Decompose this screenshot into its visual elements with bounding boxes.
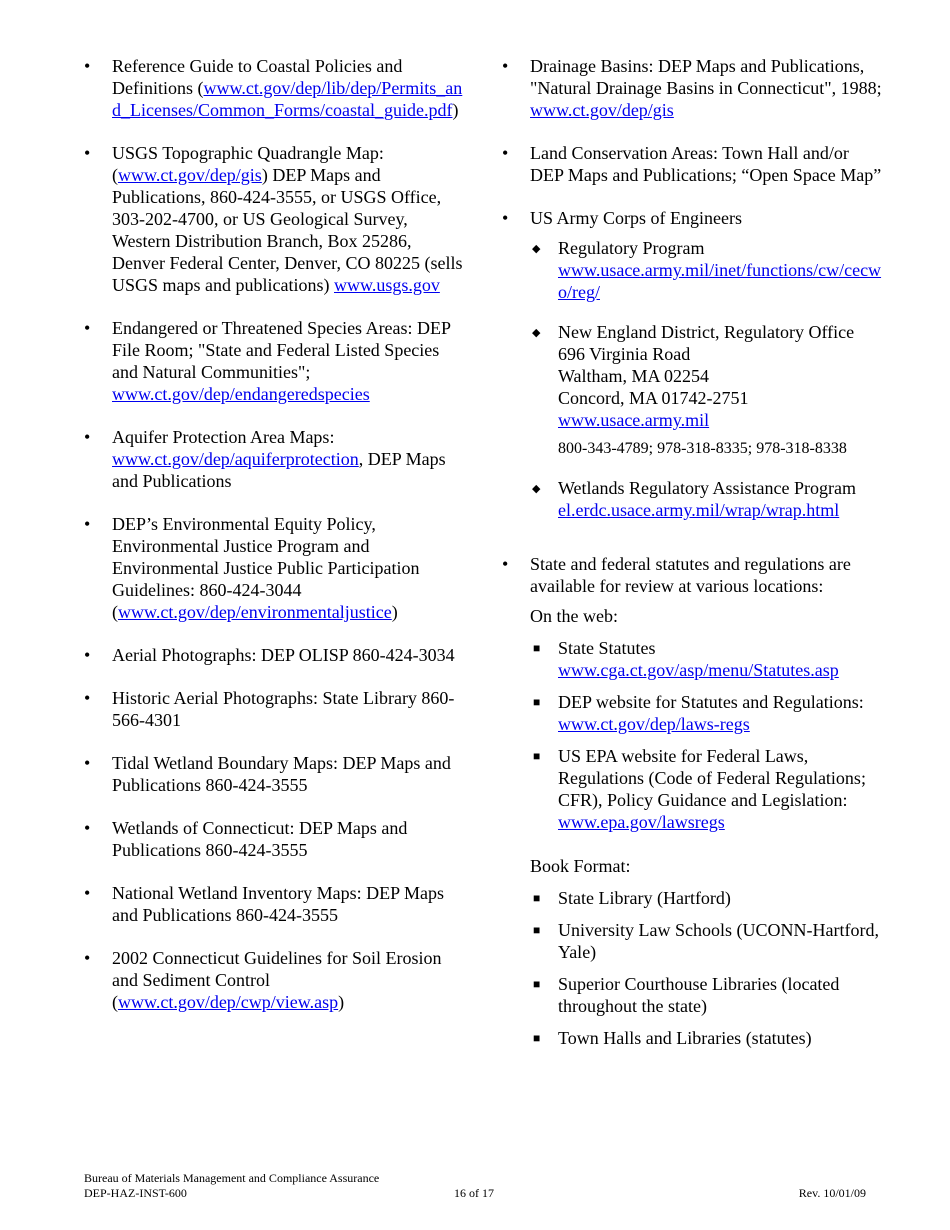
footer-revision: Rev. 10/01/09	[798, 1186, 866, 1200]
soil-erosion-link[interactable]: www.ct.gov/dep/cwp/view.asp	[118, 992, 339, 1012]
bullet-icon: •	[84, 818, 91, 838]
footer-doc-id: DEP-HAZ-INST-600	[84, 1186, 187, 1200]
bullet-icon: •	[84, 318, 91, 338]
epa-laws-link[interactable]: www.epa.gov/lawsregs	[558, 812, 725, 832]
bullet-icon: •	[84, 688, 91, 708]
list-item-national-wetland: • National Wetland Inventory Maps: DEP Maps and Publications 860-424-3555	[84, 883, 444, 925]
usgs-link[interactable]: www.usgs.gov	[334, 275, 440, 295]
square-bullet-icon: ■	[533, 695, 541, 709]
bullet-icon: •	[502, 143, 509, 163]
list-item-aquifer: • Aquifer Protection Area Maps: www.ct.gov/dep/aquiferprotection, DEP Maps and Publications	[84, 427, 446, 491]
list-item-land-conservation: • Land Conservation Areas: Town Hall and/or DEP Maps and Publications; “Open Space Map”	[502, 143, 882, 185]
sub-item-state-library: ■ State Library (Hartford)	[533, 888, 731, 908]
bullet-icon: •	[502, 56, 509, 76]
sub-item-law-schools: ■ University Law Schools (UCONN-Hartford, Yale)	[533, 920, 879, 962]
square-bullet-icon: ■	[533, 977, 541, 991]
list-item-wetlands-ct: • Wetlands of Connecticut: DEP Maps and Publications 860-424-3555	[84, 818, 408, 860]
bullet-icon: •	[84, 883, 91, 903]
sub-item-town-halls: ■ Town Halls and Libraries (statutes)	[533, 1028, 812, 1048]
endangered-species-link[interactable]: www.ct.gov/dep/endangeredspecies	[112, 384, 370, 404]
list-item-aerial-photos: • Aerial Photographs: DEP OLISP 860-424-3034	[84, 645, 455, 665]
list-item-endangered-species: • Endangered or Threatened Species Areas: DEP File Room; "State and Federal Listed Species and Natural Communities"; www.ct.gov/dep/endangeredspecies	[84, 318, 451, 404]
sub-item-regulatory-program: ◆ Regulatory Program www.usace.army.mil/inet/functions/cw/cecwo/reg/	[532, 238, 882, 302]
bullet-icon: •	[84, 143, 91, 163]
bullet-icon: •	[502, 554, 509, 574]
regulatory-program-link[interactable]: www.usace.army.mil/inet/functions/cw/cecwo/reg/	[558, 260, 882, 302]
list-item-coastal-guide: • Reference Guide to Coastal Policies and Definitions (www.ct.gov/dep/lib/dep/Permits_and_Licenses/Common_Forms/coastal_guide.pdf)	[84, 56, 463, 120]
book-resources-list	[530, 887, 882, 1049]
list-item-tidal-wetland: • Tidal Wetland Boundary Maps: DEP Maps and Publications 860-424-3555	[84, 753, 451, 795]
page-footer	[84, 1171, 866, 1201]
diamond-bullet-icon: ◆	[532, 243, 541, 255]
list-item-drainage-basins: • Drainage Basins: DEP Maps and Publications, "Natural Drainage Basins in Connecticut", 1988; www.ct.gov/dep/gis	[502, 56, 882, 120]
bullet-icon: •	[84, 56, 91, 76]
web-label: On the web:	[530, 606, 618, 626]
bullet-icon: •	[84, 948, 91, 968]
coastal-guide-link[interactable]: www.ct.gov/dep/lib/dep/Permits_and_Licenses/Common_Forms/coastal_guide.pdf	[112, 78, 463, 120]
aquifer-link[interactable]: www.ct.gov/dep/aquiferprotection	[112, 449, 359, 469]
usace-link[interactable]: www.usace.army.mil	[558, 410, 710, 430]
square-bullet-icon: ■	[533, 1031, 541, 1045]
drainage-gis-link[interactable]: www.ct.gov/dep/gis	[530, 100, 674, 120]
bullet-icon: •	[84, 514, 91, 534]
right-column	[502, 55, 882, 1070]
square-bullet-icon: ■	[533, 923, 541, 937]
sub-item-state-statutes: ■ State Statutes www.cga.ct.gov/asp/menu/Statutes.asp	[533, 638, 839, 680]
diamond-bullet-icon: ◆	[532, 483, 541, 495]
bullet-icon: •	[84, 645, 91, 665]
state-statutes-link[interactable]: www.cga.ct.gov/asp/menu/Statutes.asp	[558, 660, 839, 680]
footer-page-number: 16 of 17	[454, 1186, 494, 1200]
bullet-icon: •	[84, 753, 91, 773]
footer-bureau: Bureau of Materials Management and Compliance Assurance	[84, 1171, 380, 1185]
environmental-justice-link[interactable]: www.ct.gov/dep/environmentaljustice	[118, 602, 392, 622]
list-item-usgs-map: • USGS Topographic Quadrangle Map: (www.ct.gov/dep/gis) DEP Maps and Publications, 860-424-3555, or USGS Office, 303-202-4700, or US Geological Survey, Western Distribution Branch, Box 25286, Denver Federal Center, Denver, CO 80225 (sells USGS maps and publications) www.usgs.gov	[84, 143, 463, 295]
sub-item-epa-website: ■ US EPA website for Federal Laws, Regulations (Code of Federal Regulations; CFR), Policy Guidance and Legislation: www.epa.gov/lawsregs	[533, 746, 866, 832]
list-item-soil-erosion: • 2002 Connecticut Guidelines for Soil Erosion and Sediment Control (www.ct.gov/dep/cwp/view.asp)	[84, 948, 442, 1012]
list-item-historic-aerial: • Historic Aerial Photographs: State Library 860-566-4301	[84, 688, 455, 730]
square-bullet-icon: ■	[533, 891, 541, 905]
list-item-statutes: • State and federal statutes and regulations are available for review at various locations: On the web: ■ State Statutes www.cga.ct.gov/asp/menu/Statutes.asp ■ DEP website for Statutes and Regulations: www.ct.gov/dep/laws-regs ■ US EPA website for Federal Laws, Regulations (Code of Federal Regulations; CFR), Policy Guidance and Legislation: www.epa.gov/lawsregs Book Format: ■ State Library (Hartford) ■ University Law Schools (UCONN-Hartford, Yale) ■ Superior Courthouse Libraries (located throughout the state) ■ Town Halls and Libraries (statutes)	[502, 553, 882, 1049]
bullet-icon: •	[502, 208, 509, 228]
sub-item-dep-website: ■ DEP website for Statutes and Regulations: www.ct.gov/dep/laws-regs	[533, 692, 864, 734]
square-bullet-icon: ■	[533, 749, 541, 763]
sub-item-ne-district: ◆ New England District, Regulatory Office 696 Virginia Road Waltham, MA 02254 Concord, MA 01742-2751 www.usace.army.mil 800-343-4789; 978-318-8335; 978-318-8338	[530, 321, 882, 459]
diamond-bullet-icon: ◆	[532, 327, 541, 339]
wrap-link[interactable]: el.erdc.usace.army.mil/wrap/wrap.html	[558, 500, 840, 520]
gis-link[interactable]: www.ct.gov/dep/gis	[118, 165, 262, 185]
laws-regs-link[interactable]: www.ct.gov/dep/laws-regs	[558, 714, 750, 734]
left-column	[84, 55, 464, 1034]
sub-item-courthouse-libraries: ■ Superior Courthouse Libraries (located throughout the state)	[533, 974, 840, 1016]
list-item-army-corps: • US Army Corps of Engineers ◆ Regulatory Program www.usace.army.mil/inet/functions/cw/cecwo/reg/ ◆ New England District, Regulatory Office 696 Virginia Road Waltham, MA 02254 Concord, MA 01742-2751 www.usace.army.mil 800-343-4789; 978-318-8335; 978-318-8338 ◆ Wetlands Regulatory Assistance Program el.erdc.usace.army.mil/wrap/wrap.html	[502, 208, 882, 520]
army-corps-sublist	[530, 237, 882, 521]
web-resources-list	[530, 637, 882, 833]
bullet-icon: •	[84, 427, 91, 447]
square-bullet-icon: ■	[533, 641, 541, 655]
book-format-label: Book Format:	[530, 856, 631, 876]
sub-item-wetlands-assistance: ◆ Wetlands Regulatory Assistance Program el.erdc.usace.army.mil/wrap/wrap.html	[532, 478, 856, 520]
list-item-environmental-equity: • DEP’s Environmental Equity Policy, Environmental Justice Program and Environmental Justice Public Participation Guidelines: 860-424-3044 (www.ct.gov/dep/environmentaljustice)	[84, 514, 420, 622]
phone-numbers: 800-343-4789; 978-318-8335; 978-318-8338	[558, 440, 847, 457]
